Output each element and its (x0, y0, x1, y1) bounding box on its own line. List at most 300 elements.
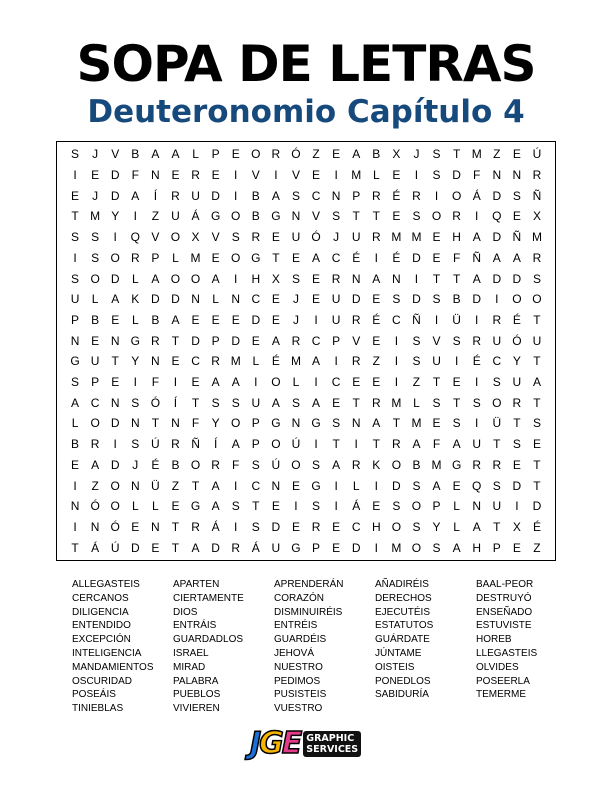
grid-letter: T (71, 209, 79, 224)
grid-letter: É (271, 354, 280, 369)
grid-letter: S (332, 416, 341, 431)
grid-letter: G (130, 333, 140, 348)
grid-letter: U (331, 312, 341, 327)
grid-letter: E (332, 147, 341, 162)
grid-letter: G (251, 250, 261, 265)
grid-letter: R (472, 457, 482, 472)
grid-letter: O (190, 271, 201, 286)
grid-letter: O (411, 540, 422, 555)
grid-letter: O (271, 437, 281, 452)
grid-letter: T (432, 375, 441, 390)
grid-letter: Y (131, 354, 140, 369)
grid-letter: E (231, 147, 240, 162)
grid-letter: V (352, 333, 361, 348)
grid-letter: I (475, 312, 479, 327)
grid-letter: E (432, 250, 441, 265)
grid-letter: N (110, 333, 120, 348)
grid-letter: B (251, 209, 260, 224)
grid-letter: I (434, 312, 439, 327)
grid-letter: L (413, 395, 420, 410)
word-item: POSEERLA (476, 675, 530, 687)
grid-letter: V (251, 168, 260, 183)
grid-letter: S (312, 457, 321, 472)
grid-letter: N (492, 168, 502, 183)
grid-letter: A (231, 375, 240, 390)
logo-mark: JGE (250, 726, 301, 761)
word-item: PUSISTEIS (274, 689, 327, 701)
grid-letter: S (532, 271, 541, 286)
grid-letter: S (412, 478, 421, 493)
grid-letter: D (110, 188, 120, 203)
grid-letter: M (90, 209, 101, 224)
word-item: BAAL-PEOR (476, 579, 534, 590)
page-subtitle: Deuteronomio Capítulo 4 (87, 94, 525, 130)
grid-letter: N (392, 271, 401, 286)
grid-letter: T (513, 416, 521, 431)
grid-letter: E (211, 250, 220, 265)
grid-letter: S (512, 437, 521, 452)
grid-letter: E (111, 312, 120, 327)
grid-letter: K (372, 457, 381, 472)
grid-letter: D (351, 540, 361, 555)
grid-letter: N (110, 395, 120, 410)
grid-letter: S (91, 230, 100, 245)
grid-letter: C (311, 188, 321, 203)
grid-letter: J (413, 147, 420, 162)
logo-line-2: SERVICES (306, 744, 359, 755)
grid-letter: D (130, 540, 140, 555)
grid-letter: O (291, 457, 301, 472)
grid-letter: Í (173, 395, 178, 410)
word-item: CORAZÓN (274, 592, 324, 604)
grid-letter: J (132, 457, 139, 472)
grid-letter: E (191, 375, 200, 390)
word-item: ESTUVISTE (476, 620, 532, 632)
grid-letter: E (271, 499, 280, 514)
grid-letter: O (411, 499, 422, 514)
grid-letter: V (432, 333, 441, 348)
grid-letter: D (492, 188, 502, 203)
grid-letter: O (532, 292, 542, 307)
grid-letter: R (331, 271, 341, 286)
grid-letter: U (251, 395, 261, 410)
grid-letter: D (110, 271, 120, 286)
grid-letter: I (475, 375, 479, 390)
grid-letter: A (312, 250, 321, 265)
grid-letter: C (331, 250, 341, 265)
grid-letter: O (251, 147, 261, 162)
grid-letter: Y (432, 519, 441, 534)
grid-letter: A (171, 312, 180, 327)
grid-letter: A (472, 230, 481, 245)
grid-letter: M (411, 230, 422, 245)
grid-letter: O (391, 457, 402, 472)
word-item: INTELIGENCIA (72, 647, 142, 659)
grid-letter: A (131, 188, 140, 203)
grid-letter: U (512, 375, 522, 390)
grid-letter: R (351, 312, 361, 327)
grid-letter: A (211, 271, 220, 286)
grid-letter: E (372, 499, 381, 514)
grid-letter: E (372, 375, 381, 390)
logo-text (303, 731, 361, 757)
grid-letter: Z (533, 540, 541, 555)
grid-letter: T (272, 250, 280, 265)
grid-letter: N (70, 499, 80, 514)
grid-letter: B (151, 312, 160, 327)
grid-letter: Z (493, 147, 501, 162)
grid-letter: Ñ (472, 250, 482, 265)
grid-letter: Ú (151, 437, 160, 452)
grid-letter: Ú (291, 437, 301, 452)
grid-letter: R (472, 333, 482, 348)
grid-letter: N (191, 292, 200, 307)
grid-letter: O (170, 230, 181, 245)
grid-letter: B (452, 292, 461, 307)
logo-line-1: GRAPHIC (306, 733, 355, 744)
grid-letter: N (231, 292, 241, 307)
grid-letter: É (352, 250, 361, 265)
grid-letter: T (452, 147, 461, 162)
grid-letter: I (515, 499, 519, 514)
grid-letter: E (271, 312, 280, 327)
grid-letter: O (190, 457, 201, 472)
grid-letter: T (392, 416, 401, 431)
grid-letter: P (71, 312, 80, 327)
grid-letter: Á (211, 519, 220, 534)
grid-letter: E (512, 540, 521, 555)
grid-letter: D (472, 292, 482, 307)
grid-letter: U (271, 540, 281, 555)
word-item: JEHOVÁ (274, 647, 315, 659)
grid-letter: N (151, 519, 160, 534)
grid-letter: E (432, 416, 441, 431)
grid-letter: A (271, 395, 280, 410)
grid-letter: I (374, 250, 378, 265)
grid-letter: H (452, 230, 461, 245)
grid-letter: I (294, 499, 298, 514)
grid-letter: R (532, 250, 542, 265)
grid-letter: E (312, 292, 321, 307)
grid-letter: I (314, 437, 318, 452)
grid-letter: I (334, 499, 338, 514)
grid-letter: G (271, 209, 281, 224)
grid-letter: E (91, 333, 100, 348)
grid-letter: E (251, 333, 260, 348)
grid-letter: E (151, 540, 160, 555)
grid-letter: C (251, 478, 261, 493)
grid-letter: Ü (151, 478, 160, 493)
grid-letter: N (351, 271, 361, 286)
grid-letter: A (151, 147, 160, 162)
grid-letter: T (432, 271, 441, 286)
grid-letter: L (152, 499, 159, 514)
grid-letter: É (472, 354, 481, 369)
grid-letter: P (492, 540, 501, 555)
grid-letter: Ó (291, 147, 301, 162)
grid-letter: E (372, 292, 381, 307)
grid-letter: Ñ (191, 437, 200, 452)
grid-letter: M (391, 395, 402, 410)
grid-letter: O (90, 416, 100, 431)
grid-letter: O (231, 209, 241, 224)
grid-letter: I (133, 375, 137, 390)
grid-letter: R (452, 209, 461, 224)
grid-letter: D (251, 312, 261, 327)
grid-letter: L (131, 312, 139, 327)
grid-letter: B (71, 437, 80, 452)
grid-letter: R (211, 354, 220, 369)
grid-letter: I (394, 333, 399, 348)
grid-letter: S (432, 540, 441, 555)
grid-letter: P (211, 333, 220, 348)
grid-letter: E (332, 540, 341, 555)
grid-letter: M (391, 540, 402, 555)
grid-letter: T (111, 354, 119, 369)
grid-letter: B (131, 147, 140, 162)
grid-letter: S (412, 209, 421, 224)
grid-letter: N (130, 416, 140, 431)
grid-letter: A (312, 354, 321, 369)
grid-letter: Z (312, 147, 320, 162)
grid-letter: T (533, 312, 541, 327)
grid-letter: L (453, 519, 460, 534)
grid-letter: S (532, 416, 541, 431)
grid-letter: S (71, 147, 80, 162)
grid-letter: U (70, 292, 80, 307)
grid-letter: R (532, 168, 542, 183)
grid-letter: E (512, 147, 521, 162)
grid-letter: L (212, 292, 219, 307)
letter-grid (57, 142, 555, 560)
grid-letter: O (492, 395, 502, 410)
grid-letter: R (351, 354, 361, 369)
grid-letter: I (73, 478, 77, 493)
grid-letter: N (512, 168, 522, 183)
grid-letter: R (371, 395, 381, 410)
grid-letter: É (392, 250, 401, 265)
word-item: NUESTRO (274, 661, 323, 673)
grid-letter: X (271, 271, 280, 286)
grid-letter: G (291, 540, 301, 555)
grid-letter: A (151, 271, 160, 286)
grid-letter: I (133, 209, 137, 224)
grid-letter: A (211, 375, 220, 390)
grid-letter: S (412, 333, 421, 348)
grid-letter: É (532, 519, 541, 534)
grid-letter: K (131, 292, 140, 307)
grid-letter: E (171, 168, 180, 183)
grid-letter: Z (372, 354, 380, 369)
grid-letter: R (171, 437, 180, 452)
grid-letter: G (70, 354, 80, 369)
grid-letter: É (392, 188, 401, 203)
grid-letter: Q (492, 209, 502, 224)
grid-letter: V (151, 230, 160, 245)
grid-letter: I (173, 375, 178, 390)
grid-letter: D (110, 168, 120, 183)
grid-letter: E (271, 292, 280, 307)
grid-letter: P (91, 375, 100, 390)
grid-letter: E (332, 395, 341, 410)
grid-letter: F (432, 437, 441, 452)
word-item: EXCEPCIÓN (72, 634, 131, 646)
grid-letter: A (332, 457, 341, 472)
grid-letter: M (351, 168, 362, 183)
grid-letter: E (211, 312, 220, 327)
word-item: DILIGENCIA (72, 606, 129, 618)
grid-letter: F (452, 250, 461, 265)
grid-letter: O (271, 375, 281, 390)
grid-letter: I (334, 354, 338, 369)
grid-letter: T (332, 437, 340, 452)
grid-letter: R (130, 250, 140, 265)
grid-letter: I (334, 478, 338, 493)
grid-letter: D (512, 271, 522, 286)
grid-letter: D (412, 250, 421, 265)
grid-letter: O (431, 209, 442, 224)
grid-letter: T (352, 209, 360, 224)
grid-letter: M (411, 416, 422, 431)
grid-letter: C (251, 292, 261, 307)
grid-letter: L (453, 499, 460, 514)
grid-letter: I (73, 250, 77, 265)
grid-letter: S (432, 292, 441, 307)
grid-letter: T (533, 478, 541, 493)
grid-letter: T (71, 540, 79, 555)
grid-letter: S (332, 209, 341, 224)
grid-letter: F (232, 457, 240, 472)
word-item: MIRAD (173, 661, 206, 673)
grid-letter: A (432, 478, 441, 493)
grid-letter: Z (151, 209, 160, 224)
grid-letter: S (412, 519, 421, 534)
grid-letter: R (271, 147, 281, 162)
grid-letter: M (190, 250, 201, 265)
grid-letter: I (113, 230, 117, 245)
grid-letter: A (312, 395, 321, 410)
word-item: ALLEGASTEIS (72, 579, 140, 590)
grid-letter: O (110, 250, 120, 265)
word-item: ISRAEL (173, 647, 209, 659)
grid-letter: S (412, 354, 421, 369)
grid-letter: N (271, 478, 281, 493)
grid-letter: I (254, 375, 258, 390)
grid-letter: S (71, 375, 80, 390)
grid-letter: L (131, 271, 139, 286)
grid-letter: L (131, 499, 139, 514)
grid-letter: X (191, 230, 200, 245)
grid-letter: R (251, 230, 261, 245)
grid-letter: C (90, 395, 100, 410)
grid-letter: Y (512, 354, 521, 369)
grid-letter: A (71, 395, 80, 410)
grid-letter: O (90, 271, 100, 286)
grid-letter: L (292, 375, 300, 390)
grid-letter: H (251, 271, 261, 286)
grid-letter: Ó (150, 395, 161, 410)
grid-letter: Y (111, 209, 120, 224)
grid-letter: R (371, 230, 381, 245)
grid-letter: Ü (452, 312, 461, 327)
grid-letter: C (331, 375, 341, 390)
grid-letter: A (171, 147, 180, 162)
grid-letter: T (352, 395, 360, 410)
word-item: CIERTAMENTE (173, 592, 244, 604)
grid-letter: S (432, 147, 441, 162)
grid-letter: Q (130, 230, 140, 245)
grid-letter: O (231, 250, 241, 265)
grid-letter: E (452, 478, 461, 493)
grid-letter: S (91, 250, 100, 265)
grid-letter: U (492, 333, 502, 348)
grid-letter: E (131, 519, 140, 534)
word-item: LLEGASTEIS (476, 647, 538, 659)
grid-letter: T (493, 437, 501, 452)
grid-letter: S (231, 230, 240, 245)
word-item: DERECHOS (375, 592, 432, 604)
word-search-grid (56, 141, 556, 561)
grid-letter: E (352, 375, 361, 390)
publisher-logo (250, 726, 362, 762)
grid-letter: I (314, 375, 318, 390)
grid-letter: A (91, 457, 100, 472)
grid-letter: E (392, 168, 401, 183)
grid-letter: D (211, 540, 220, 555)
grid-letter: É (372, 312, 381, 327)
grid-letter: Ñ (412, 312, 421, 327)
word-list-column (72, 578, 173, 716)
grid-letter: B (91, 312, 100, 327)
grid-letter: S (452, 333, 461, 348)
grid-letter: B (171, 457, 180, 472)
grid-letter: E (312, 271, 321, 286)
grid-letter: N (70, 333, 80, 348)
grid-letter: G (311, 478, 321, 493)
grid-letter: I (234, 271, 238, 286)
grid-letter: P (251, 437, 260, 452)
grid-letter: R (412, 188, 421, 203)
grid-letter: Q (472, 478, 482, 493)
grid-letter: O (231, 416, 241, 431)
grid-letter: M (471, 147, 482, 162)
grid-letter: N (151, 168, 160, 183)
word-item: PONEDLOS (375, 675, 431, 687)
grid-letter: X (512, 519, 521, 534)
grid-letter: V (111, 147, 120, 162)
grid-letter: H (472, 540, 482, 555)
grid-letter: A (472, 519, 481, 534)
grid-letter: S (512, 188, 521, 203)
grid-letter: L (352, 478, 360, 493)
grid-letter: I (234, 168, 238, 183)
grid-letter: G (210, 209, 221, 224)
grid-letter: G (311, 416, 321, 431)
grid-letter: S (492, 375, 501, 390)
grid-letter: U (291, 230, 301, 245)
grid-letter: D (412, 292, 421, 307)
grid-letter: I (354, 437, 358, 452)
grid-letter: I (394, 375, 399, 390)
grid-letter: E (512, 209, 521, 224)
grid-letter: D (392, 478, 401, 493)
grid-letter: S (231, 395, 240, 410)
word-item: ENSEÑADO (476, 606, 533, 618)
grid-letter: J (92, 188, 99, 203)
grid-letter: E (171, 499, 180, 514)
word-item: GUARDADLOS (173, 634, 244, 646)
grid-letter: T (533, 354, 541, 369)
